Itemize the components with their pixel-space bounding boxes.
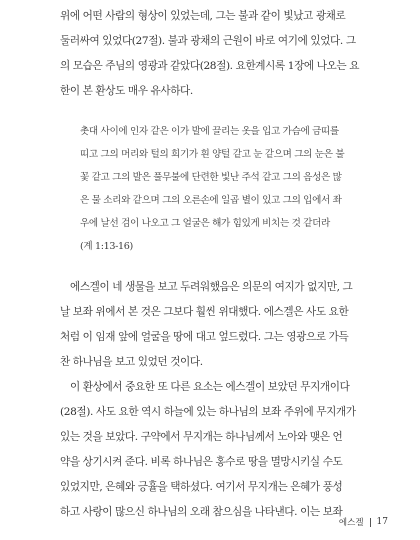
text-line: 날 보좌 위에서 본 것은 그보다 훨씬 위대했다. 에스겔은 사도 요한 [60, 306, 349, 318]
quote-reference: (계 1:13-16) [80, 241, 133, 252]
text-line: 에스겔이 네 생물을 보고 두려워했음은 의문의 여지가 없지만, 그 [70, 281, 353, 293]
text-line: 둘러싸여 있었다(27절). 불과 광채의 근원이 바로 여기에 있었다. 그 [60, 35, 356, 47]
text-line: 이 환상에서 중요한 또 다른 요소는 에스겔이 보았던 무지개이다 [70, 381, 350, 393]
footer-divider [370, 518, 371, 527]
text-line: 약을 상기시켜 준다. 비록 하나님은 홍수로 땅을 멸망시키실 수도 [60, 456, 343, 468]
quote-line: 꽃 같고 그의 발은 풀무불에 단련한 빛난 주석 같고 그의 음성은 많 [80, 172, 342, 183]
text-line: 한이 본 환상도 매우 유사하다. [60, 85, 193, 97]
text-line: 하고 사랑이 많으신 하나님의 오래 참으심을 나타낸다. 이는 보좌 [60, 506, 343, 518]
text-line: 있었지만, 은혜와 긍휼을 택하셨다. 여기서 무지개는 은혜가 풍성 [60, 481, 343, 493]
text-line: 있는 것을 보았다. 구약에서 무지개는 하나님께서 노아와 맺은 언 [60, 431, 343, 443]
quote-line: 우에 날선 검이 나오고 그 얼굴은 해가 힘있게 비치는 것 같더라 [80, 218, 330, 229]
text-line: 처럼 이 임재 앞에 얼굴을 땅에 대고 엎드렸다. 그는 영광으로 가득 [60, 331, 349, 343]
quote-line: 은 물 소리와 같으며 그의 오른손에 일곱 별이 있고 그의 입에서 좌 [80, 195, 342, 206]
text-line: 위에 어떤 사람의 형상이 있었는데, 그는 불과 같이 빛났고 광채로 [60, 10, 346, 22]
running-head: 에스겔 [338, 518, 364, 528]
text-line: (28절). 사도 요한 역시 하늘에 있는 하나님의 보좌 주위에 무지개가 [60, 406, 356, 418]
text-line: 의 모습은 주님의 영광과 같았다(28절). 요한계시록 1장에 나오는 요 [60, 60, 360, 72]
text-line: 찬 하나님을 보고 있었던 것이다. [60, 356, 203, 368]
page-footer [339, 516, 388, 528]
quote-line: 띠고 그의 머리와 털의 희기가 흰 양털 같고 눈 같으며 그의 눈은 불 [80, 149, 345, 160]
quote-line: 촛대 사이에 인자 같은 이가 발에 끌리는 옷을 입고 가슴에 금띠를 [80, 126, 339, 137]
page-number: 17 [376, 517, 388, 527]
